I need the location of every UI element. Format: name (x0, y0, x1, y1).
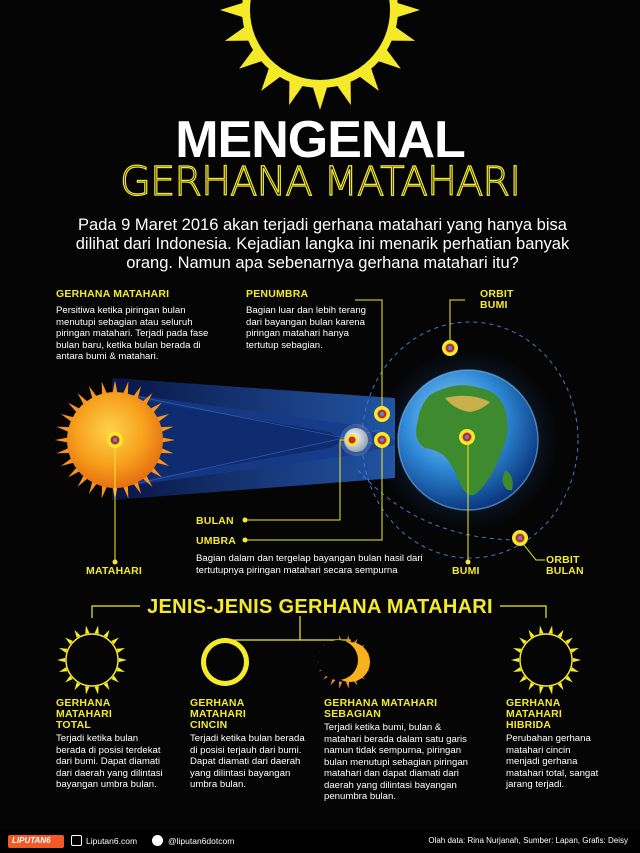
footer-twitter[interactable]: @liputan6dotcom (168, 836, 235, 846)
text-gerhana-matahari: Persitiwa ketika piringan bulan menutupi sebagian atau seluruh piringan matahari. Terjadi pada fase bulan baru, ketika bulan berada di antara bumi & matahari. (56, 305, 209, 362)
label-type-total: GERHANA MATAHARI TOTAL (56, 697, 113, 731)
web-icon (71, 835, 82, 846)
section-title: JENIS-JENIS GERHANA MATAHARI (147, 596, 493, 618)
pin-umbra-marker (374, 432, 390, 448)
pin-moon-marker (346, 434, 358, 446)
label-gerhana-matahari: GERHANA MATAHARI (56, 288, 170, 300)
total-eclipse-icon (57, 626, 127, 695)
label-bumi: BUMI (452, 565, 480, 577)
text-type-cincin: Terjadi ketika bulan berada di posisi terjauh dari bumi. Dapat diamati dari daerah yang dilintasi bayangan umbra bulan. (190, 733, 305, 790)
hybrid-eclipse-icon (511, 626, 581, 695)
pin-moon-orbit-marker (512, 530, 528, 546)
logo-text: LIPUTAN6 (12, 836, 51, 845)
pin-earth-marker (459, 429, 475, 445)
annular-eclipse-icon (201, 638, 249, 686)
page-subtitle: GERHANA MATAHARI (120, 159, 520, 205)
intro-text: Pada 9 Maret 2016 akan terjadi gerhana matahari yang hanya bisa dilihat dari Indonesia. Kejadian langka ini menarik perhatian banyak orang. Namun apa sebenarnya gerhana matahari itu? (75, 216, 570, 272)
footer (0, 830, 640, 853)
pin-earth-orbit-marker (442, 340, 458, 356)
label-bulan: BULAN (196, 515, 234, 527)
footer-site[interactable]: Liputan6.com (86, 836, 138, 846)
label-matahari: MATAHARI (86, 565, 143, 577)
label-orbit-bumi: ORBIT BUMI (480, 288, 514, 311)
page-title: MENGENAL (175, 111, 465, 169)
label-type-cincin: GERHANA MATAHARI CINCIN (190, 697, 247, 731)
text-type-total: Terjadi ketika bulan berada di posisi terdekat dari bumi. Dapat diamati dari daerah yang dilintasi bayangan umbra bulan. (56, 733, 163, 790)
liputan6-logo (8, 835, 64, 848)
label-type-hibrida: GERHANA MATAHARI HIBRIDA (506, 697, 563, 731)
label-orbit-bulan: ORBIT BULAN (546, 554, 584, 577)
top-eclipse-icon (220, 0, 420, 110)
pin-penumbra-marker (374, 406, 390, 422)
twitter-icon (152, 835, 163, 846)
partial-eclipse-icon (317, 635, 371, 688)
text-penumbra: Bagian luar dan lebih terang dari bayangan bulan karena piringan matahari hanya tertutup sebagian. (246, 305, 367, 351)
label-penumbra: PENUMBRA (246, 288, 309, 300)
footer-credit: Olah data: Rina Nurjanah, Sumber: Lapan, Grafis: Deisy (428, 836, 628, 845)
pin-sun-marker (107, 432, 123, 448)
text-type-hibrida: Perubahan gerhana matahari cincin menjadi gerhana matahari total, sangat jarang terjadi. (506, 733, 599, 790)
text-type-sebagian: Terjadi ketika bumi, bulan & matahari berada dalam satu garis namun tidak sempurna, piringan bulan menutupi sebagian piringan matahari dan dapat diamati dari daerah yang dilintasi bayangan penumbra bulan. (324, 722, 469, 802)
label-type-sebagian: GERHANA MATAHARI SEBAGIAN (324, 697, 438, 720)
label-umbra: UMBRA (196, 535, 237, 547)
text-umbra: Bagian dalam dan tergelap bayangan bulan hasil dari tertutupnya piringan matahari secara sempurna (196, 553, 423, 576)
